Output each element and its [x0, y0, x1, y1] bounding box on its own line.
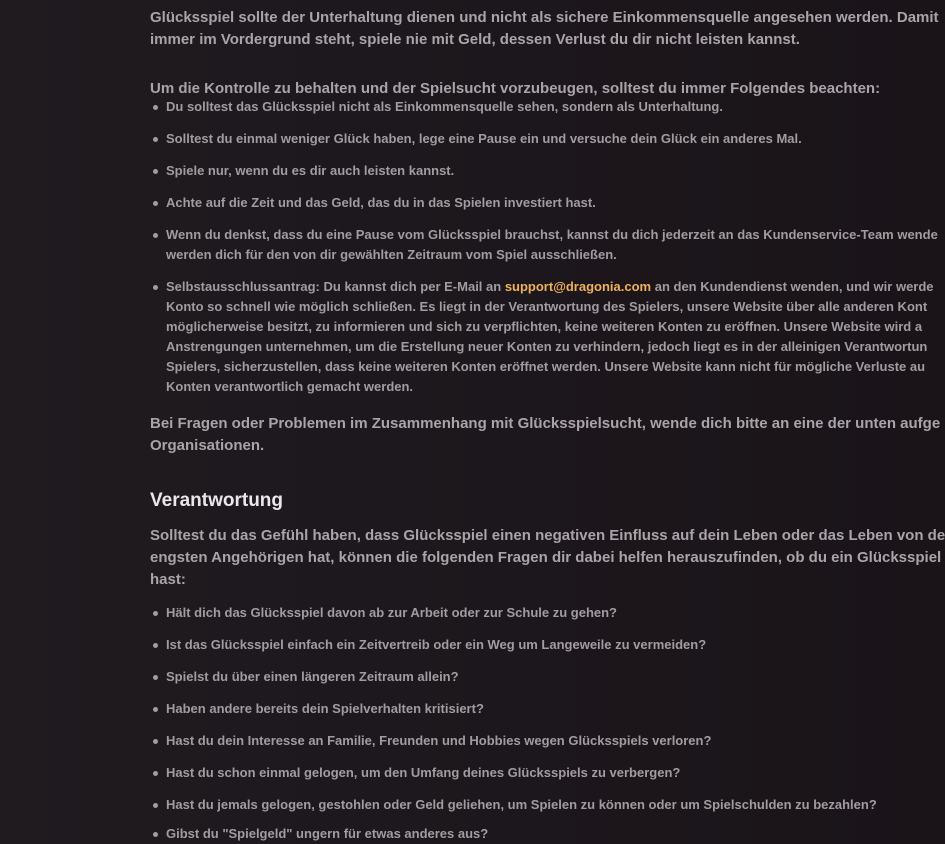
section-title-verantwortung: Verantwortung [150, 490, 284, 511]
bullet-icon [153, 169, 158, 174]
bullet-icon [153, 285, 158, 290]
responsibility-lead-1: Solltest du das Gefühl haben, dass Glücksspiel einen negativen Einfluss auf dein Leben oder das Leben von de [150, 527, 945, 544]
help-line-2: Organisationen. [150, 437, 265, 454]
bullet-icon [153, 739, 158, 744]
responsibility-lead-3: hast: [150, 571, 186, 588]
bullet-icon [153, 832, 158, 837]
responsibility-lead-2: engsten Angehörigen hat, können die folgenden Fragen dir dabei helfen herauszufinden, ob du ein Glücksspiel [150, 549, 942, 566]
bullet-icon [153, 137, 158, 142]
control-lead: Um die Kontrolle zu behalten und der Spielsucht vorzubeugen, solltest du immer Folgendes beachten: [150, 80, 881, 97]
bullet-icon [153, 675, 158, 680]
bullet-icon [153, 803, 158, 808]
bullet-icon [153, 771, 158, 776]
help-line-1: Bei Fragen oder Problemen im Zusammenhang mit Glücksspielsucht, wende dich bitte an eine der unten aufge [150, 415, 941, 432]
support-email-link[interactable]: support@dragonia.com [504, 279, 652, 294]
bullet-icon [153, 611, 158, 616]
intro-line-1: Glücksspiel sollte der Unterhaltung dienen und nicht als sichere Einkommensquelle angesehen werden. Damit [150, 9, 939, 26]
bullet-icon [153, 643, 158, 648]
bullet-icon [153, 233, 158, 238]
bullet-icon [153, 201, 158, 206]
bullet-icon [153, 105, 158, 110]
responsible-gaming-content: Glücksspiel sollte der Unterhaltung dienen und nicht als sichere Einkommensquelle angesehen werden. Damit immer im Vordergrund steht, spiele nie mit Geld, dessen Verlust du dir nicht leisten kannst. Um die Kontrolle zu behalten und der Spielsucht vorzubeugen, solltest du immer Folgendes beachten: Du solltest das Glücksspiel nicht als Einkommensquelle sehen, sondern als Unterhaltung. Solltest du einmal weniger Glück haben, lege eine Pause ein und versuche dein Glück ein anderes Mal. Spiele nur, wenn du es dir auch leisten kannst. Achte auf die Zeit und das Geld, das du in das Spielen investiert hast. Wenn du denkst, dass du eine Pause vom Glücksspiel brauchst, kannst du dich jederzeit an das Kundenservice-Team wende werden dich für den von dir gewählten Zeitraum vom Spiel ausschließen. Selbstausschlussantrag: Du kannst dich per E-Mail an support@dragonia.com an den Kundendienst wenden, und wir werde Konto so schnell wie möglich schließen. Es liegt in der Verantwortung des Spielers, unsere Website über alle anderen Kont möglicherweise besitzt, zu informieren und sich zu verpflichten, keine weiteren Konten zu eröffnen. Unsere Website wird a Anstrengungen unternehmen, um die Erstellung neuer Konten zu verhindern, jedoch liegt es in der alleinigen Verantwortun Spielers, sicherzustellen, dass keine weiteren Konten eröffnet werden. Unsere Website kann nicht für mögliche Verluste au Konten verantwortlich gemacht werden. Bei Fragen oder Problemen im Zusammenhang mit Glücksspielsucht, wende dich bitte an eine der unten aufge Organisationen. Verantwortung Solltest du das Gefühl haben, dass Glücksspiel einen negativen Einfluss auf dein Leben oder das Leben von de engsten Angehörigen hat, können die folgenden Fragen dir dabei helfen herauszufinden, ob du ein Glücksspiel hast: Hält dich das Glücksspiel davon ab zur Arbeit oder zur Schule zu gehen? Ist das Glücksspiel einfach ein Zeitvertreib oder ein Weg um Langeweile zu vermeiden? Spielst du über einen längeren Zeitraum allein? Haben andere bereits dein Spielverhalten kritisiert? Hast du dein Interesse an Familie, Freunden und Hobbies wegen Glücksspiels verloren? Hast du schon einmal gelogen, um den Umfang deines Glücksspiels zu verbergen? Hast du jemals gelogen, gestohlen oder Geld geliehen, um Spielen zu können oder um Spielschulden zu bezahlen? Gibst du "Spielgeld" ungern für etwas anderes aus? [150, 9, 945, 841]
bullet-icon [153, 707, 158, 712]
intro-line-2: immer im Vordergrund steht, spiele nie mit Geld, dessen Verlust du dir nicht leisten kannst. [150, 31, 800, 48]
